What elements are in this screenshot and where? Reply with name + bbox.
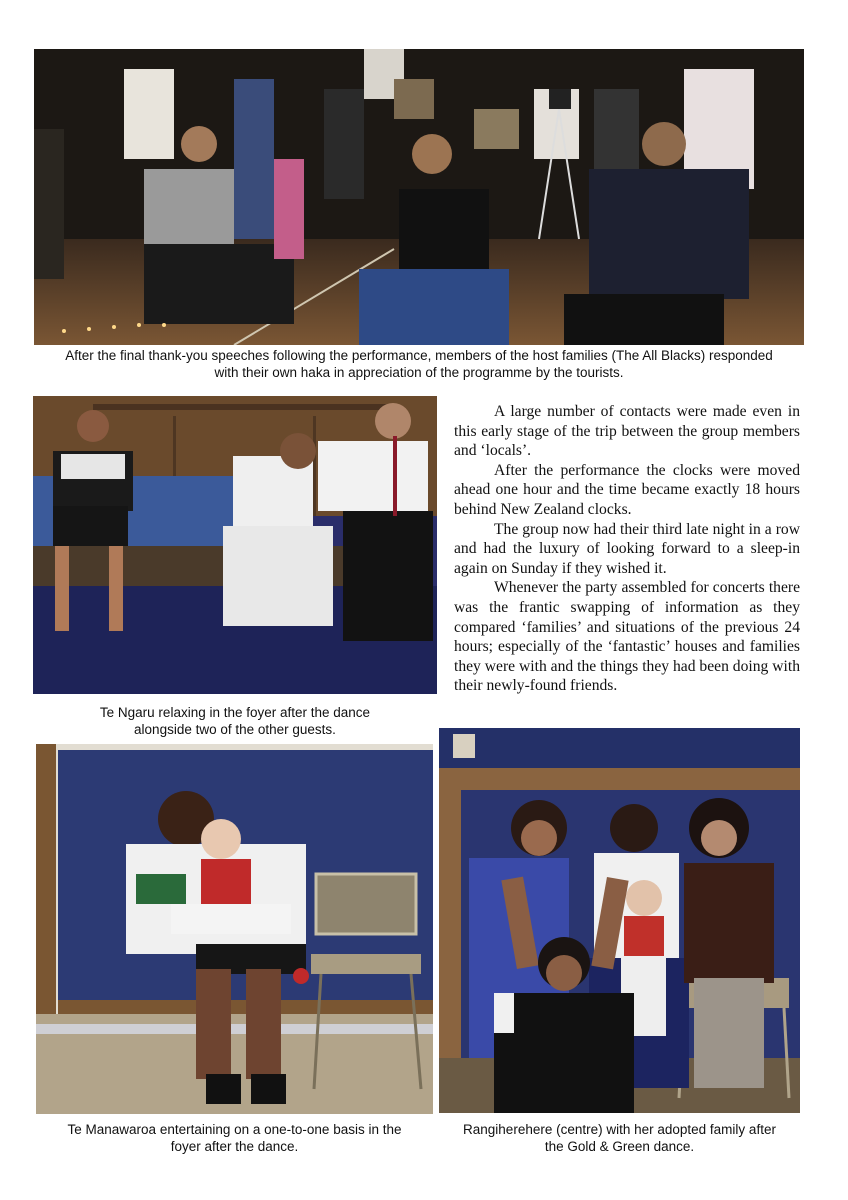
foyer-photo — [33, 396, 437, 694]
article-body — [454, 402, 800, 696]
family-caption — [439, 1121, 800, 1155]
caption-line: Rangiherehere (centre) with her adopted family after — [463, 1122, 776, 1137]
caption-line: the Gold & Green dance. — [544, 1139, 695, 1154]
body-paragraph: After the performance the clocks were moved ahead one hour and the time became exactly 18 hours behind New Zealand clocks. — [454, 461, 800, 518]
caption-line: Te Manawaroa entertaining on a one-to-one basis in the — [67, 1122, 402, 1137]
manawaroa-photo — [36, 744, 433, 1114]
caption-line: Te Ngaru relaxing in the foyer after the dance — [99, 705, 371, 720]
body-paragraph: The group now had their third late night in a row and had the luxury of looking forward to a sleep-in again on Sunday if they wished it. — [454, 520, 800, 577]
caption-line: alongside two of the other guests. — [134, 722, 336, 737]
haka-photo — [34, 49, 804, 345]
manawaroa-caption — [36, 1121, 433, 1155]
family-photo — [439, 728, 800, 1113]
body-paragraph: Whenever the party assembled for concerts there was the frantic swapping of information as they compared ‘families’ and situations of the previous 24 hours; especially of the ‘fantastic’ houses and families they were with and the things they had been doing with their newly-found friends. — [454, 579, 800, 695]
caption-line: After the final thank-you speeches following the performance, members of the host families (The All Blacks) responded — [65, 348, 773, 363]
haka-caption — [34, 347, 804, 381]
foyer-caption — [33, 704, 437, 738]
cropped-header-remnant — [34, 40, 274, 44]
body-paragraph: A large number of contacts were made even in this early stage of the trip between the group members and ‘locals’. — [454, 403, 800, 460]
caption-line: with their own haka in appreciation of the programme by the tourists. — [214, 365, 624, 380]
caption-line: foyer after the dance. — [170, 1139, 299, 1154]
